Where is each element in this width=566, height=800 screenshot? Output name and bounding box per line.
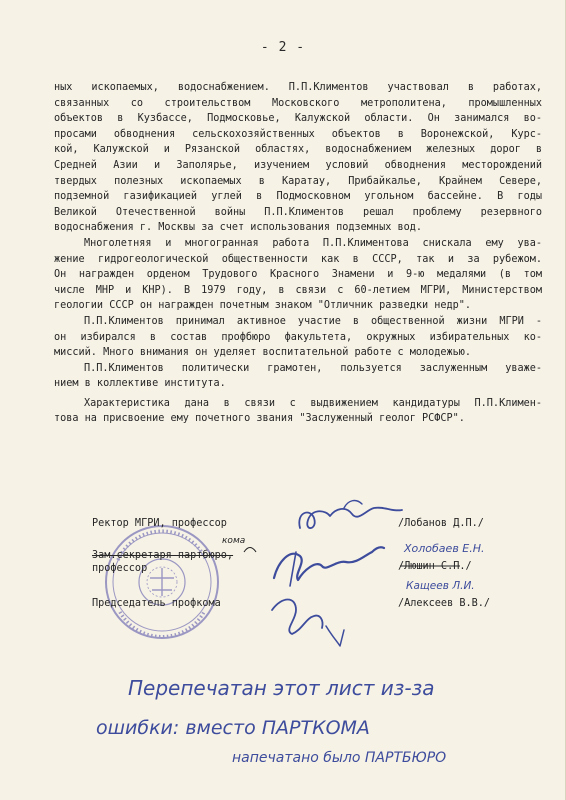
text-line: Характеристика дана в связи с выдвижением кандидатуры П.П.Климен-: [84, 397, 542, 409]
union-name: /Алексеев В.В./: [398, 598, 491, 609]
text-line: объектов в Кузбассе, Подмосковье, Калужской области. Он занимался во-: [54, 113, 542, 125]
text-line: геологии СССР он награжден почетным знаком "Отличник разведки недр".: [54, 300, 472, 312]
text-line: Средней Азии и Заполярье, изучением условий обводнения месторождений: [54, 159, 542, 171]
handwritten-note-line: напечатано было ПАРТБЮРО: [232, 750, 447, 766]
secretary-handwritten-name: Холобаев Е.Н.: [404, 542, 485, 555]
text-line: Он награжден орденом Трудового Красного Знамени и 9-ю медалями (в том: [54, 269, 542, 281]
secretary-title-continued: профессор: [92, 563, 148, 574]
rector-name: /Лобанов Д.П./: [398, 518, 484, 529]
signature-scribbles: [272, 501, 402, 646]
text-line: кой, Калужской и Рязанской областях, водоснабжением железных дорог в: [54, 144, 542, 156]
text-line: он избирался в состав профбюро факультета, окружных избирательных ко-: [54, 331, 542, 343]
text-line: твердых полезных ископаемых в Каратау, Прибайкалье, Крайнем Севере,: [54, 175, 542, 187]
text-line: Великой Отечественной войны П.П.Климентов решал проблему резервного: [54, 206, 542, 218]
official-stamp: [106, 526, 218, 638]
secretary-correction: кома: [222, 536, 246, 546]
union-title: Председатель профкома: [92, 598, 221, 609]
text-line: това на присвоение ему почетного звания "Заслуженный геолог РСФСР".: [54, 413, 465, 425]
rector-title: Ректор МГРИ, профессор: [92, 518, 227, 529]
text-line: подземной газификацией углей в Подмосковном угольном бассейне. В годы: [54, 191, 542, 203]
text-line: связанных со строительством Московского метрополитена, промышленных: [54, 97, 542, 109]
text-line: нием в коллективе института.: [54, 378, 226, 390]
text-line: ных ископаемых, водоснабжением. П.П.Климентов участвовал в работах,: [54, 82, 542, 93]
text-line: жение гидрогеологической общественности как в СССР, так и за рубежом.: [54, 253, 542, 265]
secretary-title-crossed: Зам.секретаря партбюро,: [92, 550, 234, 561]
text-line: миссий. Много внимания он уделяет воспитательной работе с молодежью.: [54, 347, 472, 359]
handwritten-note-line: Перепечатан этот лист из-за: [128, 676, 435, 700]
text-line: П.П.Климентов принимал активное участие в общественной жизни МГРИ -: [84, 315, 542, 327]
text-line: числе МНР и КНР). В 1979 году, в связи с 60-летием МГРИ, Министерством: [54, 284, 542, 296]
text-line: П.П.Климентов политически грамотен, пользуется заслуженным уваже-: [84, 362, 542, 374]
text-line: просами обводнения сельскохозяйственных объектов в Воронежской, Курс-: [54, 128, 542, 140]
handwritten-note-line: ошибки: вместо ПАРТКОМА: [96, 717, 370, 739]
union-handwritten-name: Кащеев Л.И.: [406, 580, 475, 592]
page-number: - 2 -: [260, 40, 306, 55]
text-line: водоснабжения г. Москвы за счет использования подземных вод.: [54, 222, 423, 234]
secretary-name: /Люшин С.П./: [398, 561, 472, 572]
text-line: Многолетняя и многогранная работа П.П.Климентова снискала ему ува-: [84, 237, 542, 249]
